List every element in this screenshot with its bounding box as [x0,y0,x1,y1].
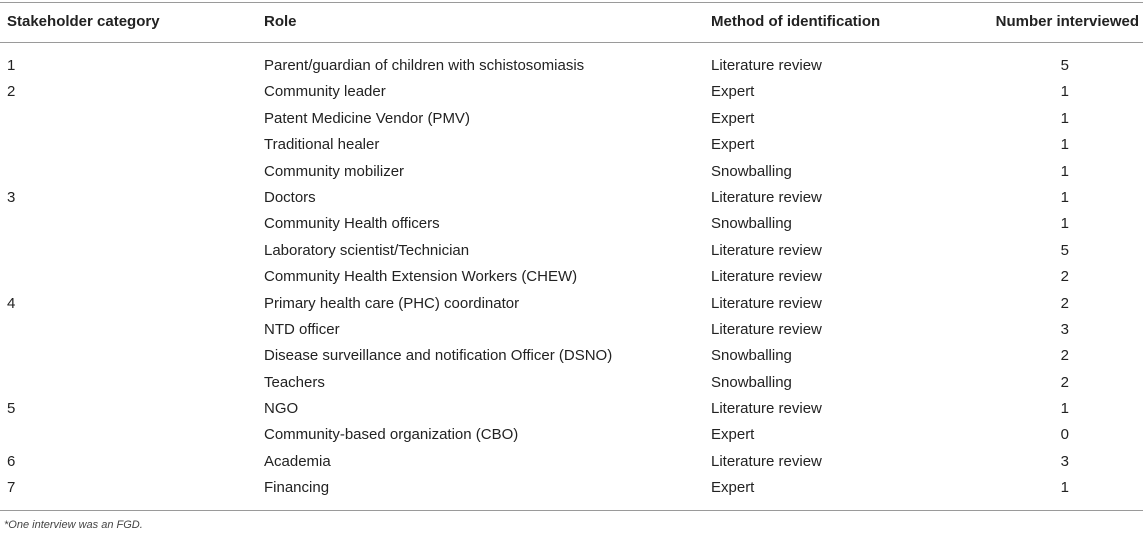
cell-method: Literature review [711,294,822,312]
cell-stakeholder-category: 2 [7,83,16,101]
cell-role: Community Health officers [264,215,440,233]
cell-number-interviewed: 2 [1060,294,1069,312]
cell-method: Expert [711,83,755,101]
cell-stakeholder-category: 6 [7,452,16,470]
table-row [0,188,1143,214]
cell-number-interviewed: 0 [1060,426,1069,444]
table-row [0,267,1143,293]
cell-role: NGO [264,400,299,418]
cell-role: Academia [264,452,331,470]
cell-role: Community Health Extension Workers (CHEW) [264,268,578,286]
cell-stakeholder-category: 3 [7,188,16,206]
cell-number-interviewed: 2 [1060,347,1069,365]
cell-role: Patent Medicine Vendor (PMV) [264,109,470,127]
cell-method: Snowballing [711,373,792,391]
table-row [0,214,1143,240]
cell-method: Literature review [711,452,822,470]
cell-method: Expert [711,426,755,444]
cell-method: Literature review [711,188,822,206]
table-bottom-rule [0,510,1143,511]
table-row [0,294,1143,320]
cell-role: Traditional healer [264,136,380,154]
cell-method: Expert [711,136,755,154]
cell-number-interviewed: 3 [1060,320,1069,338]
cell-number-interviewed: 1 [1060,479,1069,497]
cell-role: Disease surveillance and notification Officer (DSNO) [264,347,613,365]
table-top-rule [0,2,1143,3]
cell-stakeholder-category: 4 [7,294,16,312]
cell-method: Literature review [711,400,822,418]
cell-method: Snowballing [711,162,792,180]
cell-stakeholder-category: 1 [7,57,16,74]
cell-number-interviewed: 5 [1060,57,1069,74]
cell-number-interviewed: 1 [1060,83,1069,101]
cell-role: Primary health care (PHC) coordinator [264,294,520,312]
cell-stakeholder-category: 7 [7,479,16,497]
table-row [0,373,1143,399]
table-row [0,452,1143,478]
cell-number-interviewed: 2 [1060,373,1069,391]
cell-role: Doctors [264,188,316,206]
cell-number-interviewed: 1 [1060,109,1069,127]
cell-role: Community leader [264,83,386,101]
cell-stakeholder-category: 5 [7,400,16,418]
cell-method: Expert [711,109,755,127]
cell-method: Snowballing [711,215,792,233]
cell-role: Community mobilizer [264,162,405,180]
table-row [0,425,1143,451]
cell-role: Teachers [264,373,325,391]
cell-role: NTD officer [264,320,340,338]
table-row [0,162,1143,188]
cell-method: Literature review [711,320,822,338]
table-body [0,56,1143,505]
cell-method: Snowballing [711,347,792,365]
table-row [0,241,1143,267]
cell-role: Financing [264,479,330,497]
table-row [0,346,1143,372]
cell-number-interviewed: 5 [1060,241,1069,259]
table-row [0,82,1143,108]
table-row [0,320,1143,346]
cell-number-interviewed: 3 [1060,452,1069,470]
header-stakeholder-category: Stakeholder category [7,13,160,30]
table-row [0,56,1143,82]
cell-number-interviewed: 1 [1060,136,1069,154]
cell-number-interviewed: 1 [1060,188,1069,206]
table-footnote: *One interview was an FGD. [4,519,143,531]
table-row [0,109,1143,135]
header-number-interviewed: Number interviewed [995,13,1139,30]
table-row [0,135,1143,161]
table-header-row [0,12,1143,34]
cell-role: Laboratory scientist/Technician [264,241,470,259]
table-row [0,399,1143,425]
cell-method: Literature review [711,241,822,259]
cell-number-interviewed: 1 [1060,215,1069,233]
cell-number-interviewed: 1 [1060,162,1069,180]
table-row [0,478,1143,504]
cell-role: Community-based organization (CBO) [264,426,519,444]
table-header-rule [0,42,1143,43]
cell-role: Parent/guardian of children with schistosomiasis [264,57,585,74]
cell-method: Expert [711,479,755,497]
cell-number-interviewed: 1 [1060,400,1069,418]
cell-number-interviewed: 2 [1060,268,1069,286]
cell-method: Literature review [711,268,822,286]
header-method-of-identification: Method of identification [711,13,881,30]
header-role: Role [264,13,297,30]
cell-method: Literature review [711,57,822,74]
